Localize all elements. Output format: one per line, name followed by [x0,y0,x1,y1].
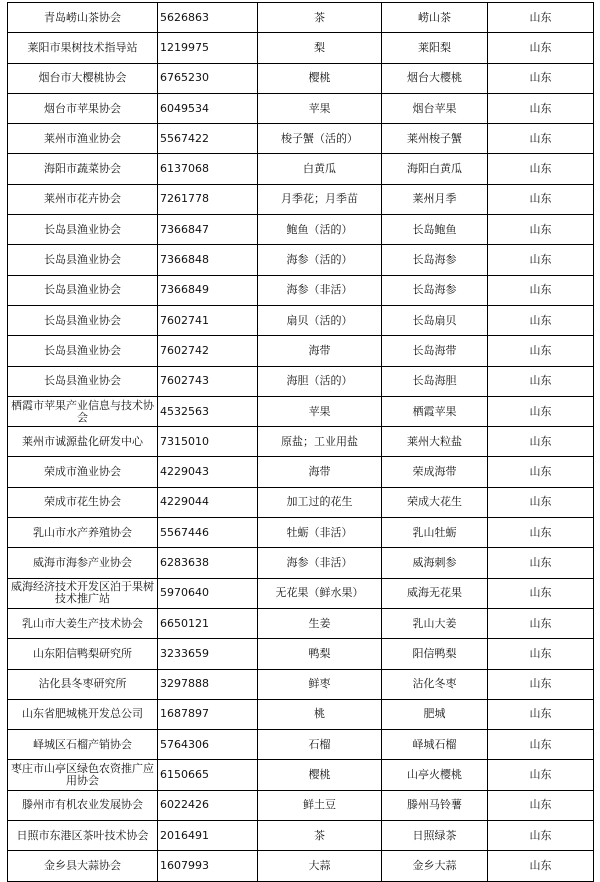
product-cell: 桃 [258,699,382,729]
applicant-cell: 栖霞市苹果产业信息与技术协会 [8,396,158,426]
product-cell: 樱桃 [258,63,382,93]
applicant-cell: 乳山市水产养殖协会 [8,518,158,548]
province-cell: 山东 [488,427,594,457]
province-cell: 山东 [488,790,594,820]
product-cell: 加工过的花生 [258,487,382,517]
product-cell: 苹果 [258,93,382,123]
province-cell: 山东 [488,184,594,214]
registration-number-cell: 2016491 [158,821,258,851]
applicant-cell: 莱州市花卉协会 [8,184,158,214]
applicant-cell: 山东阳信鸭梨研究所 [8,639,158,669]
applicant-cell: 莱州市诚源盐化研发中心 [8,427,158,457]
table-row [8,154,594,184]
province-cell: 山东 [488,760,594,790]
registration-number-cell: 7261778 [158,184,258,214]
applicant-cell: 长岛县渔业协会 [8,366,158,396]
applicant-cell: 日照市东港区茶叶技术协会 [8,821,158,851]
registration-number-cell: 1687897 [158,699,258,729]
table-row [8,578,594,608]
trademark-cell: 阳信鸭梨 [382,639,488,669]
table-row [8,63,594,93]
registration-number-cell: 6650121 [158,608,258,638]
registration-number-cell: 6765230 [158,63,258,93]
trademark-cell: 乳山牡蛎 [382,518,488,548]
trademark-cell: 崂山茶 [382,3,488,33]
province-cell: 山东 [488,124,594,154]
registration-number-cell: 4229043 [158,457,258,487]
province-cell: 山东 [488,275,594,305]
registration-number-cell: 7366849 [158,275,258,305]
table-row [8,821,594,851]
product-cell: 梨 [258,33,382,63]
applicant-cell: 乳山市大姜生产技术协会 [8,608,158,638]
province-cell: 山东 [488,305,594,335]
trademark-cell: 乳山大姜 [382,608,488,638]
applicant-cell: 沾化县冬枣研究所 [8,669,158,699]
trademark-cell: 荣成海带 [382,457,488,487]
registration-number-cell: 7366847 [158,215,258,245]
province-cell: 山东 [488,215,594,245]
province-cell: 山东 [488,518,594,548]
trademark-cell: 滕州马铃薯 [382,790,488,820]
registration-number-cell: 5567422 [158,124,258,154]
registration-number-cell: 5567446 [158,518,258,548]
registration-number-cell: 5764306 [158,730,258,760]
registration-number-cell: 1219975 [158,33,258,63]
applicant-cell: 枣庄市山亭区绿色农资推广应用协会 [8,760,158,790]
registration-number-cell: 4229044 [158,487,258,517]
province-cell: 山东 [488,730,594,760]
province-cell: 山东 [488,336,594,366]
registration-number-cell: 3297888 [158,669,258,699]
trademark-cell: 栖霞苹果 [382,396,488,426]
trademark-cell: 长岛海参 [382,275,488,305]
table-row [8,93,594,123]
product-cell: 茶 [258,3,382,33]
product-cell: 扇贝（活的） [258,305,382,335]
registration-number-cell: 6283638 [158,548,258,578]
registration-number-cell: 1607993 [158,851,258,881]
product-cell: 海参（活的） [258,245,382,275]
trademark-cell: 烟台大樱桃 [382,63,488,93]
table-row [8,124,594,154]
registration-number-cell: 7602741 [158,305,258,335]
applicant-cell: 荣成市渔业协会 [8,457,158,487]
trademark-cell: 莱州梭子蟹 [382,124,488,154]
registration-number-cell: 6049534 [158,93,258,123]
province-cell: 山东 [488,548,594,578]
province-cell: 山东 [488,669,594,699]
table-row [8,669,594,699]
registration-number-cell: 6137068 [158,154,258,184]
product-cell: 海胆（活的） [258,366,382,396]
applicant-cell: 长岛县渔业协会 [8,336,158,366]
product-cell: 鲍鱼（活的） [258,215,382,245]
table-row [8,730,594,760]
trademark-cell: 长岛鲍鱼 [382,215,488,245]
trademark-cell: 莱州月季 [382,184,488,214]
registration-number-cell: 7602742 [158,336,258,366]
registration-number-cell: 7315010 [158,427,258,457]
product-cell: 鸭梨 [258,639,382,669]
province-cell: 山东 [488,63,594,93]
table-row [8,3,594,33]
registration-number-cell: 4532563 [158,396,258,426]
applicant-cell: 荣成市花生协会 [8,487,158,517]
table-row [8,396,594,426]
table-row [8,184,594,214]
trademark-cell: 莱阳梨 [382,33,488,63]
trademark-cell: 长岛海胆 [382,366,488,396]
applicant-cell: 长岛县渔业协会 [8,275,158,305]
table-row [8,336,594,366]
product-cell: 茶 [258,821,382,851]
trademark-cell: 烟台苹果 [382,93,488,123]
product-cell: 白黄瓜 [258,154,382,184]
registration-number-cell: 7602743 [158,366,258,396]
table-row [8,548,594,578]
trademark-cell: 山亭火樱桃 [382,760,488,790]
province-cell: 山东 [488,245,594,275]
province-cell: 山东 [488,3,594,33]
province-cell: 山东 [488,821,594,851]
province-cell: 山东 [488,851,594,881]
registration-number-cell: 6150665 [158,760,258,790]
table-row [8,518,594,548]
trademark-cell: 海阳白黄瓜 [382,154,488,184]
province-cell: 山东 [488,699,594,729]
applicant-cell: 峄城区石榴产销协会 [8,730,158,760]
applicant-cell: 金乡县大蒜协会 [8,851,158,881]
trademark-cell: 威海刺参 [382,548,488,578]
applicant-cell: 滕州市有机农业发展协会 [8,790,158,820]
product-cell: 鲜土豆 [258,790,382,820]
product-cell: 生姜 [258,608,382,638]
province-cell: 山东 [488,487,594,517]
registration-number-cell: 7366848 [158,245,258,275]
table-row [8,790,594,820]
trademark-cell: 莱州大粒盐 [382,427,488,457]
trademark-cell: 肥城 [382,699,488,729]
province-cell: 山东 [488,33,594,63]
applicant-cell: 烟台市苹果协会 [8,93,158,123]
province-cell: 山东 [488,93,594,123]
table-row [8,215,594,245]
applicant-cell: 青岛崂山茶协会 [8,3,158,33]
product-cell: 原盐；工业用盐 [258,427,382,457]
product-cell: 苹果 [258,396,382,426]
trademark-cell: 金乡大蒜 [382,851,488,881]
table-row [8,427,594,457]
applicant-cell: 长岛县渔业协会 [8,215,158,245]
registration-number-cell: 6022426 [158,790,258,820]
table-row [8,305,594,335]
product-cell: 樱桃 [258,760,382,790]
applicant-cell: 长岛县渔业协会 [8,305,158,335]
table-row [8,608,594,638]
product-cell: 无花果（鲜水果） [258,578,382,608]
applicant-cell: 莱阳市果树技术指导站 [8,33,158,63]
applicant-cell: 海阳市蔬菜协会 [8,154,158,184]
product-cell: 大蒜 [258,851,382,881]
province-cell: 山东 [488,457,594,487]
product-cell: 梭子蟹（活的） [258,124,382,154]
table-row [8,245,594,275]
trademark-cell: 荣成大花生 [382,487,488,517]
table-row [8,760,594,790]
table-row [8,487,594,517]
product-cell: 鲜枣 [258,669,382,699]
applicant-cell: 莱州市渔业协会 [8,124,158,154]
province-cell: 山东 [488,578,594,608]
product-cell: 牡蛎（非活） [258,518,382,548]
trademark-cell: 日照绿茶 [382,821,488,851]
table-row [8,33,594,63]
product-cell: 海参（非活） [258,548,382,578]
trademark-cell: 峄城石榴 [382,730,488,760]
product-cell: 月季花；月季苗 [258,184,382,214]
table-row [8,699,594,729]
applicant-cell: 山东省肥城桃开发总公司 [8,699,158,729]
product-cell: 海参（非活） [258,275,382,305]
applicant-cell: 长岛县渔业协会 [8,245,158,275]
registration-table [7,2,594,882]
table-row [8,639,594,669]
trademark-cell: 沾化冬枣 [382,669,488,699]
product-cell: 海带 [258,457,382,487]
applicant-cell: 威海市海参产业协会 [8,548,158,578]
table-body [8,3,594,882]
registration-number-cell: 3233659 [158,639,258,669]
product-cell: 石榴 [258,730,382,760]
province-cell: 山东 [488,396,594,426]
table-row [8,275,594,305]
registration-number-cell: 5626863 [158,3,258,33]
table-row [8,366,594,396]
applicant-cell: 威海经济技术开发区泊于果树技术推广站 [8,578,158,608]
province-cell: 山东 [488,154,594,184]
province-cell: 山东 [488,366,594,396]
trademark-cell: 长岛海带 [382,336,488,366]
province-cell: 山东 [488,608,594,638]
applicant-cell: 烟台市大樱桃协会 [8,63,158,93]
trademark-cell: 威海无花果 [382,578,488,608]
trademark-cell: 长岛扇贝 [382,305,488,335]
table-row [8,851,594,881]
table-row [8,457,594,487]
trademark-cell: 长岛海参 [382,245,488,275]
product-cell: 海带 [258,336,382,366]
province-cell: 山东 [488,639,594,669]
registration-number-cell: 5970640 [158,578,258,608]
